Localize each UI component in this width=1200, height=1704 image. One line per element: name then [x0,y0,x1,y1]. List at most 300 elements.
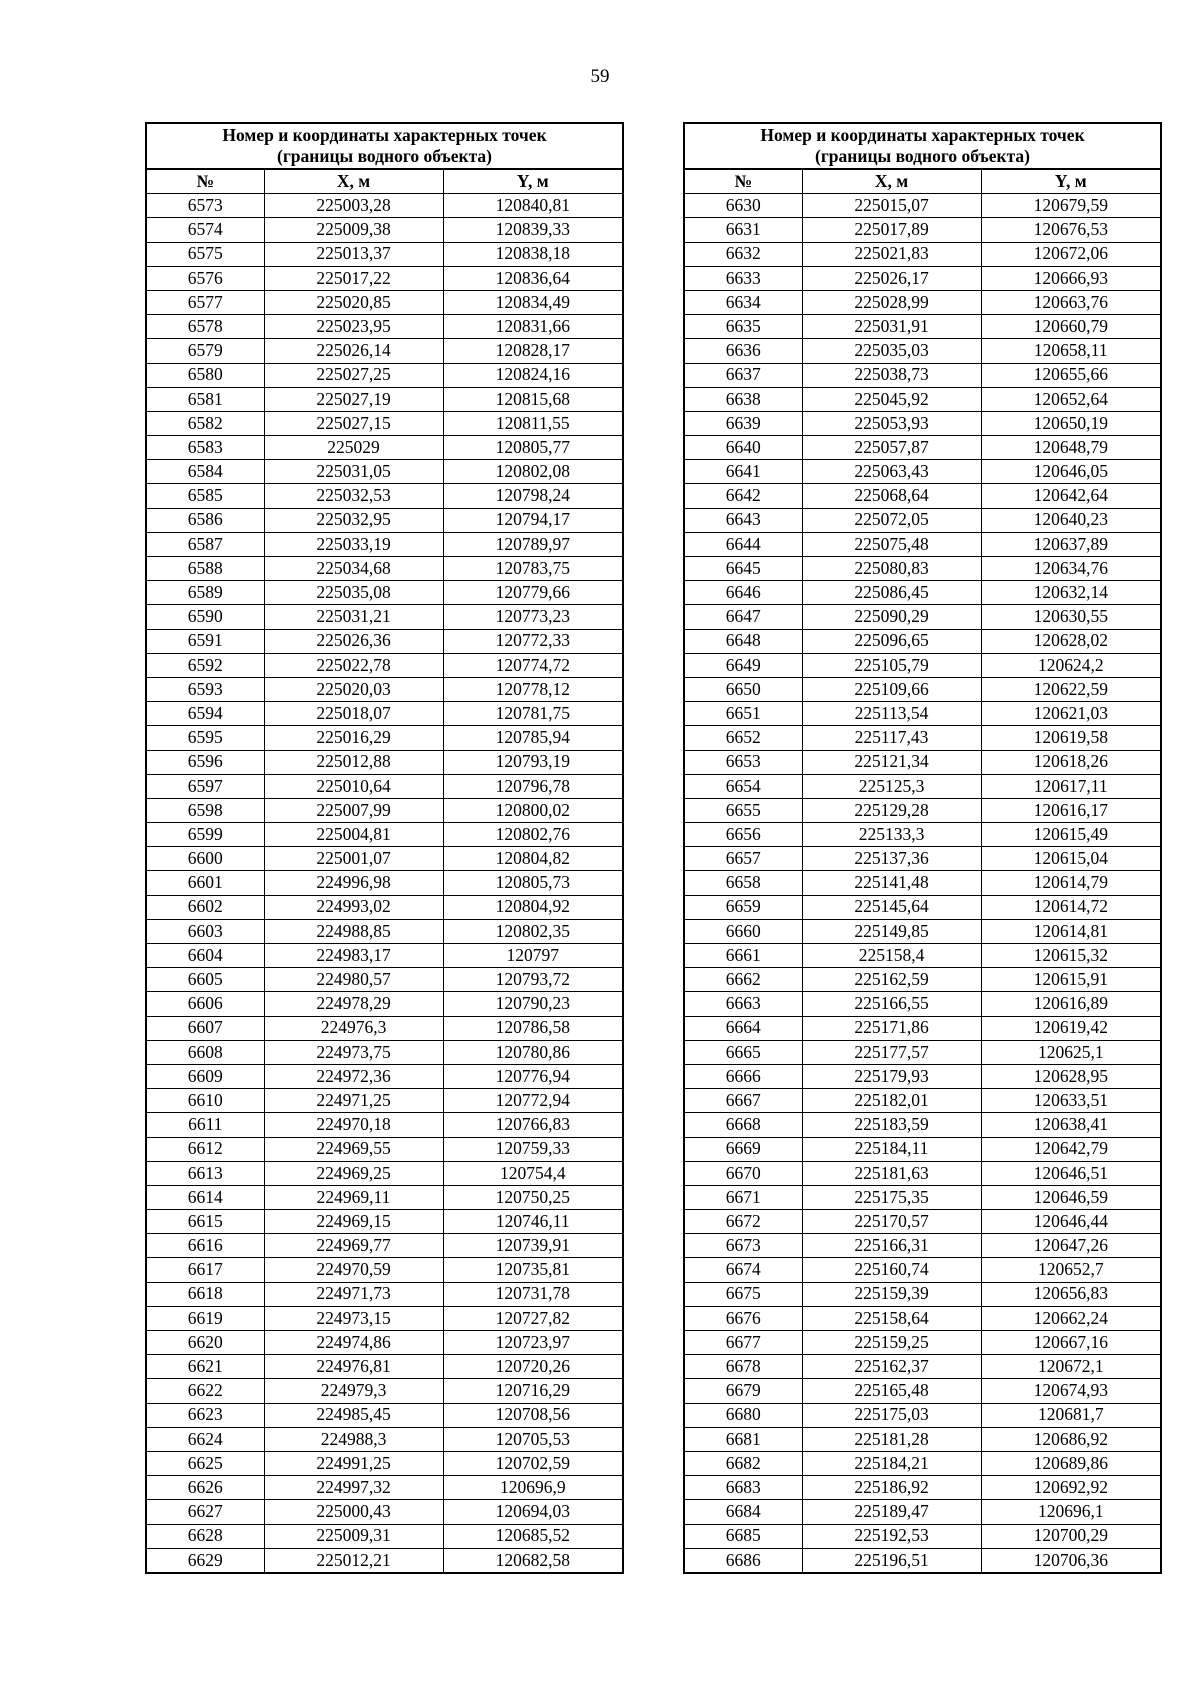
point-number-cell: 6645 [684,557,802,581]
table-row [684,944,1161,968]
table-row [146,944,623,968]
x-coordinate-cell: 225031,05 [264,460,443,484]
x-coordinate-cell: 225012,21 [264,1548,443,1573]
table-row [684,266,1161,290]
table-row [684,460,1161,484]
table-row [146,1089,623,1113]
x-coordinate-cell: 225177,57 [802,1040,981,1064]
x-coordinate-cell: 225016,29 [264,726,443,750]
y-coordinate-cell: 120632,14 [981,581,1161,605]
point-number-cell: 6593 [146,677,264,701]
y-coordinate-cell: 120780,86 [443,1040,623,1064]
table-row [146,871,623,895]
point-number-cell: 6614 [146,1185,264,1209]
table-row [146,1524,623,1548]
y-coordinate-cell: 120681,7 [981,1403,1161,1427]
y-coordinate-cell: 120666,93 [981,266,1161,290]
table-row [146,968,623,992]
y-coordinate-cell: 120838,18 [443,242,623,266]
y-coordinate-cell: 120676,53 [981,218,1161,242]
x-coordinate-cell: 225186,92 [802,1476,981,1500]
x-coordinate-cell: 225032,53 [264,484,443,508]
point-number-cell: 6620 [146,1331,264,1355]
point-number-cell: 6665 [684,1040,802,1064]
table-row [684,1476,1161,1500]
y-coordinate-cell: 120774,72 [443,653,623,677]
x-coordinate-cell: 225063,43 [802,460,981,484]
x-coordinate-cell: 225007,99 [264,798,443,822]
table-row [146,1403,623,1427]
y-coordinate-cell: 120705,53 [443,1427,623,1451]
y-coordinate-cell: 120622,59 [981,677,1161,701]
point-number-cell: 6598 [146,798,264,822]
point-number-cell: 6588 [146,557,264,581]
column-header-number: № [684,169,802,194]
table-row [146,460,623,484]
table-row [146,919,623,943]
point-number-cell: 6581 [146,387,264,411]
point-number-cell: 6579 [146,339,264,363]
y-coordinate-cell: 120834,49 [443,290,623,314]
column-header-number: № [146,169,264,194]
table-row [684,1089,1161,1113]
point-number-cell: 6640 [684,436,802,460]
point-number-cell: 6681 [684,1427,802,1451]
x-coordinate-cell: 225181,28 [802,1427,981,1451]
table-row [146,387,623,411]
table-row [684,823,1161,847]
table-row [684,1161,1161,1185]
point-number-cell: 6641 [684,460,802,484]
y-coordinate-cell: 120614,79 [981,871,1161,895]
y-coordinate-cell: 120746,11 [443,1210,623,1234]
table-row [146,1451,623,1475]
y-coordinate-cell: 120642,79 [981,1137,1161,1161]
y-coordinate-cell: 120633,51 [981,1089,1161,1113]
table-row [146,1427,623,1451]
y-coordinate-cell: 120625,1 [981,1040,1161,1064]
point-number-cell: 6647 [684,605,802,629]
table-row [146,702,623,726]
table-row [146,581,623,605]
y-coordinate-cell: 120646,05 [981,460,1161,484]
point-number-cell: 6576 [146,266,264,290]
y-coordinate-cell: 120660,79 [981,315,1161,339]
x-coordinate-cell: 225017,89 [802,218,981,242]
point-number-cell: 6583 [146,436,264,460]
y-coordinate-cell: 120619,58 [981,726,1161,750]
point-number-cell: 6626 [146,1476,264,1500]
x-coordinate-cell: 225181,63 [802,1161,981,1185]
y-coordinate-cell: 120640,23 [981,508,1161,532]
y-coordinate-cell: 120793,72 [443,968,623,992]
x-coordinate-cell: 225183,59 [802,1113,981,1137]
point-number-cell: 6608 [146,1040,264,1064]
x-coordinate-cell: 225026,17 [802,266,981,290]
x-coordinate-cell: 225166,31 [802,1234,981,1258]
y-coordinate-cell: 120686,92 [981,1427,1161,1451]
point-number-cell: 6683 [684,1476,802,1500]
point-number-cell: 6586 [146,508,264,532]
y-coordinate-cell: 120694,03 [443,1500,623,1524]
y-coordinate-cell: 120772,33 [443,629,623,653]
x-coordinate-cell: 224969,55 [264,1137,443,1161]
y-coordinate-cell: 120621,03 [981,702,1161,726]
y-coordinate-cell: 120658,11 [981,339,1161,363]
y-coordinate-cell: 120708,56 [443,1403,623,1427]
x-coordinate-cell: 224970,18 [264,1113,443,1137]
table-row [684,1548,1161,1573]
y-coordinate-cell: 120656,83 [981,1282,1161,1306]
x-coordinate-cell: 225012,88 [264,750,443,774]
x-coordinate-cell: 225133,3 [802,823,981,847]
table-row [146,1355,623,1379]
y-coordinate-cell: 120772,94 [443,1089,623,1113]
y-coordinate-cell: 120778,12 [443,677,623,701]
point-number-cell: 6656 [684,823,802,847]
column-header-x: X, м [802,169,981,194]
y-coordinate-cell: 120716,29 [443,1379,623,1403]
table-row [146,532,623,556]
y-coordinate-cell: 120739,91 [443,1234,623,1258]
point-number-cell: 6649 [684,653,802,677]
y-coordinate-cell: 120793,19 [443,750,623,774]
x-coordinate-cell: 225000,43 [264,1500,443,1524]
point-number-cell: 6622 [146,1379,264,1403]
table-row [684,1524,1161,1548]
point-number-cell: 6673 [684,1234,802,1258]
table-row [146,653,623,677]
x-coordinate-cell: 225072,05 [802,508,981,532]
point-number-cell: 6637 [684,363,802,387]
point-number-cell: 6609 [146,1064,264,1088]
table-row [146,411,623,435]
y-coordinate-cell: 120696,9 [443,1476,623,1500]
y-coordinate-cell: 120702,59 [443,1451,623,1475]
x-coordinate-cell: 224973,15 [264,1306,443,1330]
table-row [146,290,623,314]
table-row [684,702,1161,726]
coordinates-table-left [145,122,624,1574]
y-coordinate-cell: 120615,91 [981,968,1161,992]
x-coordinate-cell: 225086,45 [802,581,981,605]
x-coordinate-cell: 225105,79 [802,653,981,677]
x-coordinate-cell: 225160,74 [802,1258,981,1282]
x-coordinate-cell: 224988,85 [264,919,443,943]
y-coordinate-cell: 120786,58 [443,1016,623,1040]
x-coordinate-cell: 224969,11 [264,1185,443,1209]
x-coordinate-cell: 225022,78 [264,653,443,677]
point-number-cell: 6679 [684,1379,802,1403]
y-coordinate-cell: 120706,36 [981,1548,1161,1573]
x-coordinate-cell: 225166,55 [802,992,981,1016]
point-number-cell: 6584 [146,460,264,484]
point-number-cell: 6596 [146,750,264,774]
table-body [684,194,1161,1573]
table-caption-line2: (границы водного объекта) [815,146,1030,166]
table-body [146,194,623,1573]
x-coordinate-cell: 225027,15 [264,411,443,435]
point-number-cell: 6612 [146,1137,264,1161]
x-coordinate-cell: 224971,73 [264,1282,443,1306]
table-row [146,1500,623,1524]
point-number-cell: 6624 [146,1427,264,1451]
table-row [684,1379,1161,1403]
y-coordinate-cell: 120648,79 [981,436,1161,460]
point-number-cell: 6677 [684,1331,802,1355]
point-number-cell: 6655 [684,798,802,822]
y-coordinate-cell: 120750,25 [443,1185,623,1209]
y-coordinate-cell: 120773,23 [443,605,623,629]
x-coordinate-cell: 225080,83 [802,557,981,581]
point-number-cell: 6589 [146,581,264,605]
y-coordinate-cell: 120646,59 [981,1185,1161,1209]
point-number-cell: 6604 [146,944,264,968]
point-number-cell: 6621 [146,1355,264,1379]
y-coordinate-cell: 120815,68 [443,387,623,411]
point-number-cell: 6619 [146,1306,264,1330]
x-coordinate-cell: 225013,37 [264,242,443,266]
point-number-cell: 6676 [684,1306,802,1330]
y-coordinate-cell: 120805,77 [443,436,623,460]
point-number-cell: 6625 [146,1451,264,1475]
y-coordinate-cell: 120637,89 [981,532,1161,556]
table-row [146,363,623,387]
table-row [146,1113,623,1137]
table-row [684,532,1161,556]
point-number-cell: 6610 [146,1089,264,1113]
y-coordinate-cell: 120720,26 [443,1355,623,1379]
x-coordinate-cell: 224973,75 [264,1040,443,1064]
y-coordinate-cell: 120617,11 [981,774,1161,798]
point-number-cell: 6606 [146,992,264,1016]
point-number-cell: 6659 [684,895,802,919]
x-coordinate-cell: 224969,25 [264,1161,443,1185]
x-coordinate-cell: 225159,25 [802,1331,981,1355]
point-number-cell: 6660 [684,919,802,943]
point-number-cell: 6633 [684,266,802,290]
table-row [146,194,623,218]
y-coordinate-cell: 120802,08 [443,460,623,484]
table-row [684,1064,1161,1088]
table-row [684,677,1161,701]
x-coordinate-cell: 225031,91 [802,315,981,339]
point-number-cell: 6600 [146,847,264,871]
x-coordinate-cell: 225175,35 [802,1185,981,1209]
y-coordinate-cell: 120679,59 [981,194,1161,218]
column-header-x: X, м [264,169,443,194]
table-row [146,895,623,919]
point-number-cell: 6575 [146,242,264,266]
point-number-cell: 6627 [146,1500,264,1524]
x-coordinate-cell: 224969,77 [264,1234,443,1258]
x-coordinate-cell: 225158,64 [802,1306,981,1330]
table-caption-line1: Номер и координаты характерных точек [760,125,1085,145]
y-coordinate-cell: 120616,17 [981,798,1161,822]
y-coordinate-cell: 120685,52 [443,1524,623,1548]
x-coordinate-cell: 225129,28 [802,798,981,822]
table-row [684,242,1161,266]
y-coordinate-cell: 120798,24 [443,484,623,508]
table-row [684,726,1161,750]
y-coordinate-cell: 120650,19 [981,411,1161,435]
x-coordinate-cell: 224969,15 [264,1210,443,1234]
table-row [146,750,623,774]
table-row [146,1137,623,1161]
table-row [684,1403,1161,1427]
table-row [146,1476,623,1500]
table-row [684,629,1161,653]
x-coordinate-cell: 225192,53 [802,1524,981,1548]
x-coordinate-cell: 225090,29 [802,605,981,629]
table-row [146,847,623,871]
point-number-cell: 6578 [146,315,264,339]
y-coordinate-cell: 120630,55 [981,605,1161,629]
x-coordinate-cell: 225171,86 [802,1016,981,1040]
point-number-cell: 6658 [684,871,802,895]
point-number-cell: 6639 [684,411,802,435]
x-coordinate-cell: 225017,22 [264,266,443,290]
table-row [684,798,1161,822]
table-row [146,508,623,532]
x-coordinate-cell: 225021,83 [802,242,981,266]
table-row [146,315,623,339]
table-row [684,194,1161,218]
point-number-cell: 6573 [146,194,264,218]
point-number-cell: 6670 [684,1161,802,1185]
x-coordinate-cell: 225053,93 [802,411,981,435]
table-row [146,726,623,750]
point-number-cell: 6667 [684,1089,802,1113]
table-row [684,871,1161,895]
x-coordinate-cell: 225159,39 [802,1282,981,1306]
x-coordinate-cell: 225010,64 [264,774,443,798]
x-coordinate-cell: 225189,47 [802,1500,981,1524]
x-coordinate-cell: 224979,3 [264,1379,443,1403]
x-coordinate-cell: 225026,14 [264,339,443,363]
y-coordinate-cell: 120646,51 [981,1161,1161,1185]
table-caption [684,123,1161,169]
point-number-cell: 6599 [146,823,264,847]
point-number-cell: 6651 [684,702,802,726]
x-coordinate-cell: 225045,92 [802,387,981,411]
x-coordinate-cell: 225020,03 [264,677,443,701]
y-coordinate-cell: 120616,89 [981,992,1161,1016]
table-row [684,653,1161,677]
point-number-cell: 6666 [684,1064,802,1088]
y-coordinate-cell: 120735,81 [443,1258,623,1282]
x-coordinate-cell: 225109,66 [802,677,981,701]
x-coordinate-cell: 225117,43 [802,726,981,750]
y-coordinate-cell: 120796,78 [443,774,623,798]
table-row [684,363,1161,387]
x-coordinate-cell: 225009,38 [264,218,443,242]
table-caption-line2: (границы водного объекта) [277,146,492,166]
point-number-cell: 6574 [146,218,264,242]
y-coordinate-cell: 120674,93 [981,1379,1161,1403]
x-coordinate-cell: 225027,19 [264,387,443,411]
x-coordinate-cell: 224983,17 [264,944,443,968]
y-coordinate-cell: 120831,66 [443,315,623,339]
point-number-cell: 6617 [146,1258,264,1282]
x-coordinate-cell: 225162,37 [802,1355,981,1379]
point-number-cell: 6663 [684,992,802,1016]
y-coordinate-cell: 120805,73 [443,871,623,895]
y-coordinate-cell: 120646,44 [981,1210,1161,1234]
point-number-cell: 6630 [684,194,802,218]
y-coordinate-cell: 120628,95 [981,1064,1161,1088]
point-number-cell: 6648 [684,629,802,653]
x-coordinate-cell: 225009,31 [264,1524,443,1548]
table-row [684,895,1161,919]
table-row [146,823,623,847]
x-coordinate-cell: 225018,07 [264,702,443,726]
x-coordinate-cell: 224974,86 [264,1331,443,1355]
x-coordinate-cell: 225149,85 [802,919,981,943]
table-row [684,774,1161,798]
x-coordinate-cell: 224980,57 [264,968,443,992]
point-number-cell: 6585 [146,484,264,508]
y-coordinate-cell: 120776,94 [443,1064,623,1088]
table-row [146,339,623,363]
x-coordinate-cell: 225031,21 [264,605,443,629]
table-row [146,1040,623,1064]
table-row [146,484,623,508]
point-number-cell: 6638 [684,387,802,411]
point-number-cell: 6580 [146,363,264,387]
y-coordinate-cell: 120727,82 [443,1306,623,1330]
x-coordinate-cell: 225170,57 [802,1210,981,1234]
x-coordinate-cell: 225003,28 [264,194,443,218]
point-number-cell: 6636 [684,339,802,363]
table-row [684,1210,1161,1234]
point-number-cell: 6601 [146,871,264,895]
table-row [684,508,1161,532]
coordinates-table-right [683,122,1162,1574]
table-row [146,1210,623,1234]
point-number-cell: 6594 [146,702,264,726]
table-row [146,242,623,266]
table-row [684,436,1161,460]
y-coordinate-cell: 120692,92 [981,1476,1161,1500]
table-row [146,1185,623,1209]
y-coordinate-cell: 120797 [443,944,623,968]
table-row [146,1064,623,1088]
table-row [146,436,623,460]
x-coordinate-cell: 224997,32 [264,1476,443,1500]
x-coordinate-cell: 224976,3 [264,1016,443,1040]
point-number-cell: 6644 [684,532,802,556]
y-coordinate-cell: 120615,32 [981,944,1161,968]
table-row [146,992,623,1016]
table-row [684,581,1161,605]
table-row [684,484,1161,508]
point-number-cell: 6635 [684,315,802,339]
y-coordinate-cell: 120800,02 [443,798,623,822]
point-number-cell: 6680 [684,1403,802,1427]
x-coordinate-cell: 225015,07 [802,194,981,218]
x-coordinate-cell: 225184,21 [802,1451,981,1475]
point-number-cell: 6632 [684,242,802,266]
table-row [146,774,623,798]
y-coordinate-cell: 120804,92 [443,895,623,919]
table-row [684,1331,1161,1355]
y-coordinate-cell: 120614,72 [981,895,1161,919]
point-number-cell: 6668 [684,1113,802,1137]
column-header-y: Y, м [443,169,623,194]
x-coordinate-cell: 225141,48 [802,871,981,895]
table-row [684,1355,1161,1379]
